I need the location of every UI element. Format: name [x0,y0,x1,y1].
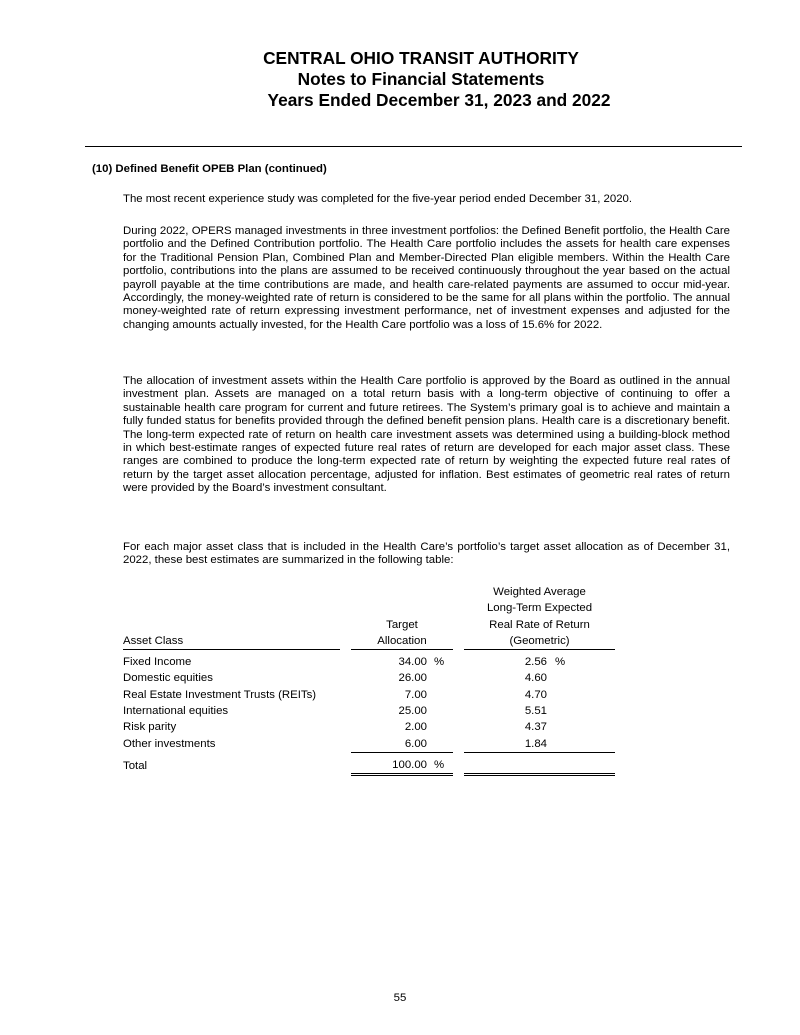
asset-allocation-table [123,584,615,776]
page-header [0,48,800,111]
section-heading: (10) Defined Benefit OPEB Plan (continued) [92,163,327,175]
table-row [123,687,615,703]
asset-class-cell: Fixed Income [123,656,192,669]
paragraph-opers-portfolios: During 2022, OPERS managed investments in three investment portfolios: the Defined Benefit portfolio, the Health Care portfolio and the Defined Contribution portfolio. The Health Care portfolio includes the assets for health care expenses for the Traditional Pension Plan, Combined Plan and Member-Directed Plan eligible members. Within the Health Care portfolio, contributions into the plans are assumed to be received continuously throughout the year based on the actual payroll payable at the time contributions are made, and health care-related payments are assumed to occur mid-year. Accordingly, the money-weighted rate of return is considered to be the same for all plans within the portfolio. The annual money-weighted rate of return expressing investment performance, net of investment expenses and adjusted for the changing amounts actually invested, for the Health Care portfolio was a loss of 15.6% for 2022. [123,225,730,331]
table-row [123,736,615,753]
header-asset-class: Asset Class [123,584,340,650]
table-row [123,719,615,735]
total-rate-cell [464,753,615,776]
paragraph-experience-study: The most recent experience study was completed for the five-year period ended December 31, 2020. [123,193,633,205]
target-cell: 34.00 % [398,656,445,669]
report-period: Years Ended December 31, 2023 and 2022 [267,90,611,110]
header-target-allocation: Target Allocation [351,584,453,650]
asset-class-cell: Real Estate Investment Trusts (REITs) [123,688,317,701]
table-row [123,650,615,670]
target-cell: 26.00 [398,672,427,685]
paragraph-asset-allocation: The allocation of investment assets within the Health Care portfolio is approved by the Board as outlined in the annual investment plan. Assets are managed on a total return basis with a long-term objective of continuing to offer a sustainable health care program for current and future retirees. The System’s primary goal is to achieve and maintain a fully funded status for benefits provided through the defined benefit pension plans. Health care is a discretionary benefit. The long-term expected rate of return on health care investment assets was determined using a building-block method in which best-estimate ranges of expected future real rates of return are developed for each major asset class. These ranges are combined to produce the long-term expected rate of return by weighting the expected future real rates of return by the target asset allocation percentage, adjusted for inflation. Best estimates of geometric real rates of return were provided by the Board’s investment consultant. [123,375,730,495]
asset-class-cell: International equities [123,705,229,718]
document-title: Notes to Financial Statements [297,69,545,89]
rate-cell: 1.84 [464,736,615,753]
rate-cell: 2.56 % [524,656,566,669]
header-expected-return: Weighted Average Long-Term Expected Real Rate of Return (Geometric) [464,584,615,650]
table-total-row [123,753,615,776]
organization-name: CENTRAL OHIO TRANSIT AUTHORITY [263,48,579,68]
asset-class-cell: Other investments [123,738,216,751]
total-label: Total [123,760,148,773]
target-cell: 2.00 [404,721,427,734]
paragraph-table-intro: For each major asset class that is included in the Health Care’s portfolio’s target asset allocation as of December 31, 2022, these best estimates are summarized in the following table: [123,541,730,567]
table-row [123,670,615,686]
rate-cell: 4.37 [524,721,547,734]
table-row [123,703,615,719]
rate-cell: 5.51 [524,705,547,718]
asset-class-cell: Domestic equities [123,672,213,685]
table-header-row [123,584,615,650]
header-divider [85,146,742,147]
target-cell: 6.00 [351,736,453,753]
rate-cell: 4.60 [524,672,547,685]
asset-class-cell: Risk parity [123,721,177,734]
target-cell: 25.00 [398,705,427,718]
rate-cell: 4.70 [524,688,547,701]
total-target-cell: 100.00 % [351,753,453,776]
page-number: 55 [393,992,407,1004]
target-cell: 7.00 [404,688,427,701]
